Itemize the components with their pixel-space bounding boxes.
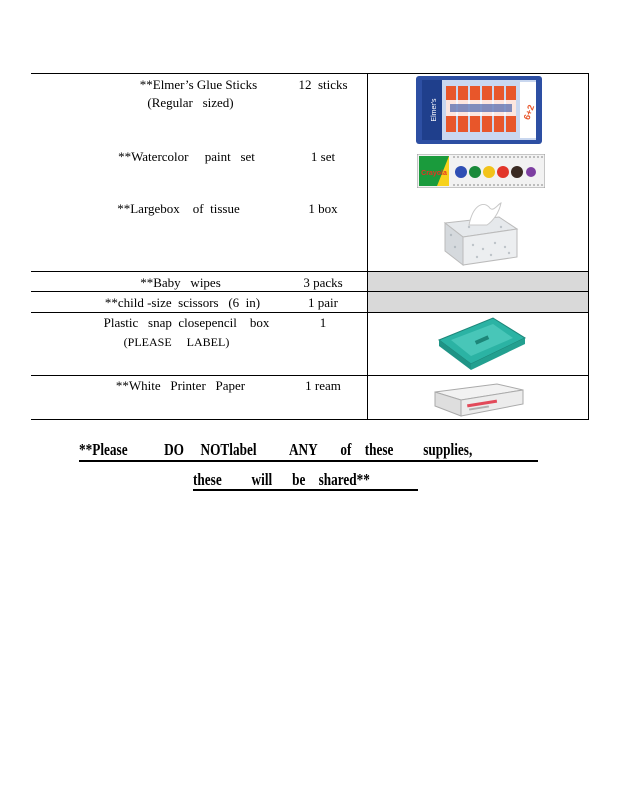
item-name: **Watercolor paint set: [118, 149, 255, 164]
item-name: **child -size scissors (6 in): [104, 295, 261, 310]
pencil-box-image: [433, 314, 529, 372]
item-name: Plastic snap closepencil box: [103, 315, 270, 330]
item-name: **White Printer Paper: [115, 378, 246, 393]
column-divider: [367, 73, 368, 420]
svg-text:6+2: 6+2: [521, 103, 537, 122]
row-divider: [31, 291, 589, 292]
item-name: **Baby wipes: [140, 275, 221, 290]
svg-text:Elmer's: Elmer's: [431, 98, 438, 122]
table-border-bottom: [31, 419, 589, 420]
svg-text:Crayola: Crayola: [421, 170, 447, 177]
notice-underline: [193, 489, 418, 491]
item-quantity: 1 box: [308, 201, 338, 216]
printer-paper-image: [431, 376, 527, 419]
notice-line-2: these will be shared**: [193, 470, 370, 489]
shaded-cell: [367, 272, 589, 291]
item-quantity: 1: [319, 315, 327, 330]
item-quantity: 3 packs: [303, 275, 343, 290]
item-name: **Largebox of tissue: [117, 201, 240, 216]
table-border-top: [31, 73, 589, 74]
notice-line-1: **Please DO NOTlabel ANY of these supplies,: [79, 440, 473, 459]
shaded-cell: [367, 292, 589, 312]
item-name: **Elmer’s Glue Sticks: [139, 77, 258, 92]
supply-table: [31, 73, 589, 420]
table-border-right: [588, 73, 589, 420]
row-divider: [31, 271, 589, 272]
notice-underline: [79, 460, 538, 462]
item-quantity: 1 set: [310, 149, 336, 164]
item-note: (Regular sized): [147, 95, 234, 110]
glue-sticks-image: [416, 76, 542, 144]
row-divider: [31, 312, 589, 313]
watercolor-set-image: [417, 154, 545, 188]
item-note: (PLEASE LABEL): [123, 335, 230, 349]
item-quantity: 1 pair: [308, 295, 338, 310]
tissue-box-image: [443, 199, 519, 267]
item-quantity: 12 sticks: [298, 77, 348, 92]
item-quantity: 1 ream: [305, 378, 341, 393]
